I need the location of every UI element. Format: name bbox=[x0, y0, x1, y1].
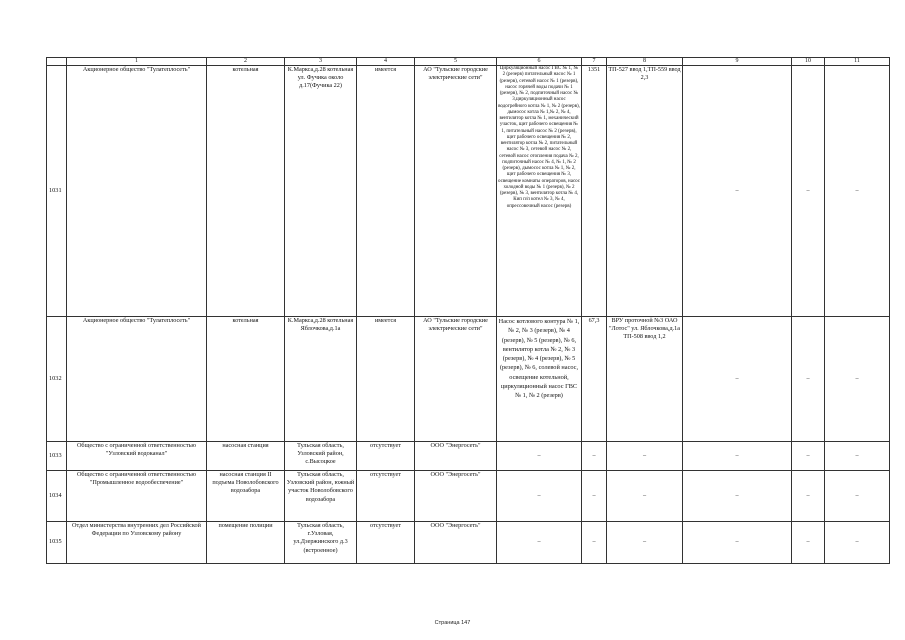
equipment-cell: – bbox=[497, 522, 582, 564]
connection-point-cell: ВРУ проточной №3 ОАО "Лотос" ул. Яблочкова,д.1а ТП-508 ввод 1,2 bbox=[607, 317, 683, 442]
supplier-cell: ООО "Энергосеть" bbox=[415, 442, 497, 471]
equipment-cell: – bbox=[497, 471, 582, 522]
equipment-cell: Циркуляционный насос ГВС № 1, № 2 (резерв) питательный насос № 1 (резерв), сетевой насос № 1 (резерв), насос горячей воды подачи № 1 (резерв), № 2, подпиточный насос № 3,циркуляционный насос водогрейного котла № 1, № 2 (резерв), дымосос котла № 1,№ 2, № 4, вентилятор котла № 1, механический участок, щит рабочего освещения № 1, питательный насос № 2 (резерв), щит рабочего освещения № 2, вентилятор котла № 2, питательный насос № 3, сетевой насос № 2, сетевой насос отопления подача № 2, подпиточный насос № 4, № 1, № 2 (резерв), дымосос котла № 1, № 2, щит рабочего освещения № 3, освещение комнаты операторов, насос холодной воды № 1 (резерв), № 2 (резерв), № 3, вентилятор котла № 4, Кип п/п котел № 3, № 4, опрессовочный насос (резерв) bbox=[497, 66, 582, 317]
supplier-cell: ООО "Энергосеть" bbox=[415, 471, 497, 522]
col10-cell: – bbox=[792, 317, 825, 442]
header-cell: 1 bbox=[67, 58, 207, 66]
object-type-cell: котельная bbox=[207, 317, 285, 442]
organization-cell: Общество с ограниченной ответственностью "Промышленное водообеспечение" bbox=[67, 471, 207, 522]
supplier-cell: АО "Тульские городские электрические сети" bbox=[415, 317, 497, 442]
object-type-cell: котельная bbox=[207, 66, 285, 317]
header-cell: 2 bbox=[207, 58, 285, 66]
row-number: 1033 bbox=[47, 442, 67, 471]
connection-point-cell: – bbox=[607, 442, 683, 471]
organization-cell: Акционерное общество "Тулатеплосеть" bbox=[67, 66, 207, 317]
col11-cell: – bbox=[825, 442, 890, 471]
equipment-cell: Насос котлового контура № 1, № 2, № 3 (резерв), № 4 (резерв), № 5 (резерв), № 6, вентилятор котла № 2, № 3 (резерв), № 4 (резерв), № 5 (резерв), № 6, солевой насос, освещение котельной, циркуляционный насос ГВС № 1, № 2 (резерв) bbox=[497, 317, 582, 442]
header-cell: 8 bbox=[607, 58, 683, 66]
col10-cell: – bbox=[792, 471, 825, 522]
exists-cell: имеется bbox=[357, 66, 415, 317]
col10-cell: – bbox=[792, 522, 825, 564]
exists-cell: отсутствует bbox=[357, 522, 415, 564]
header-cell: 7 bbox=[582, 58, 607, 66]
row-number: 1035 bbox=[47, 522, 67, 564]
col11-cell: – bbox=[825, 471, 890, 522]
address-cell: К.Маркса,д.28 котельная Яблочкова,д.1а bbox=[285, 317, 357, 442]
col10-cell: – bbox=[792, 66, 825, 317]
header-row bbox=[47, 58, 890, 66]
address-cell: Тульская область, г.Узловая, ул.Дзержинского д.3 (встроенное) bbox=[285, 522, 357, 564]
table-row bbox=[47, 471, 890, 522]
header-cell: 3 bbox=[285, 58, 357, 66]
address-cell: К.Маркса,д.28 котельная ул. Фучика около д.17(Фучика 22) bbox=[285, 66, 357, 317]
col9-cell: – bbox=[683, 471, 792, 522]
col9-cell: – bbox=[683, 317, 792, 442]
col9-cell: – bbox=[683, 522, 792, 564]
row-number: 1034 bbox=[47, 471, 67, 522]
object-type-cell: насосная станция bbox=[207, 442, 285, 471]
document-table bbox=[46, 57, 890, 564]
table-row bbox=[47, 66, 890, 317]
header-cell: 4 bbox=[357, 58, 415, 66]
page-footer: Страница 147 bbox=[434, 620, 471, 626]
header-cell: 6 bbox=[497, 58, 582, 66]
supplier-cell: АО "Тульские городские электрические сети" bbox=[415, 66, 497, 317]
table-row bbox=[47, 317, 890, 442]
power-cell: – bbox=[582, 471, 607, 522]
col10-cell: – bbox=[792, 442, 825, 471]
equipment-cell: – bbox=[497, 442, 582, 471]
col9-cell: – bbox=[683, 442, 792, 471]
object-type-cell: помещение полиции bbox=[207, 522, 285, 564]
header-cell: 5 bbox=[415, 58, 497, 66]
power-cell: – bbox=[582, 522, 607, 564]
row-number: 1031 bbox=[47, 66, 67, 317]
exists-cell: отсутствует bbox=[357, 442, 415, 471]
header-cell: 11 bbox=[825, 58, 890, 66]
header-cell-blank bbox=[47, 58, 67, 66]
header-cell: 10 bbox=[792, 58, 825, 66]
power-cell: 67,3 bbox=[582, 317, 607, 442]
connection-point-cell: – bbox=[607, 522, 683, 564]
object-type-cell: насосная станция II подъема Новолобовского водозабора bbox=[207, 471, 285, 522]
organization-cell: Акционерное общество "Тулатеплосеть" bbox=[67, 317, 207, 442]
supplier-cell: ООО "Энергосеть" bbox=[415, 522, 497, 564]
row-number: 1032 bbox=[47, 317, 67, 442]
col9-cell: – bbox=[683, 66, 792, 317]
table-row bbox=[47, 522, 890, 564]
organization-cell: Общество с ограниченной ответственностью "Узловский водоканал" bbox=[67, 442, 207, 471]
exists-cell: отсутствует bbox=[357, 471, 415, 522]
organization-cell: Отдел министерства внутренних дел Российской Федерации по Узловскому району bbox=[67, 522, 207, 564]
col11-cell: – bbox=[825, 522, 890, 564]
col11-cell: – bbox=[825, 66, 890, 317]
connection-point-cell: ТП-527 ввод 1,ТП-559 ввод 2,3 bbox=[607, 66, 683, 317]
power-cell: 1351 bbox=[582, 66, 607, 317]
exists-cell: имеется bbox=[357, 317, 415, 442]
table-row bbox=[47, 442, 890, 471]
address-cell: Тульская область, Узловский район, с.Высоцкое bbox=[285, 442, 357, 471]
address-cell: Тульская область, Узловский район, южный участок Новолобовского водозабора bbox=[285, 471, 357, 522]
connection-point-cell: – bbox=[607, 471, 683, 522]
header-cell: 9 bbox=[683, 58, 792, 66]
power-cell: – bbox=[582, 442, 607, 471]
col11-cell: – bbox=[825, 317, 890, 442]
